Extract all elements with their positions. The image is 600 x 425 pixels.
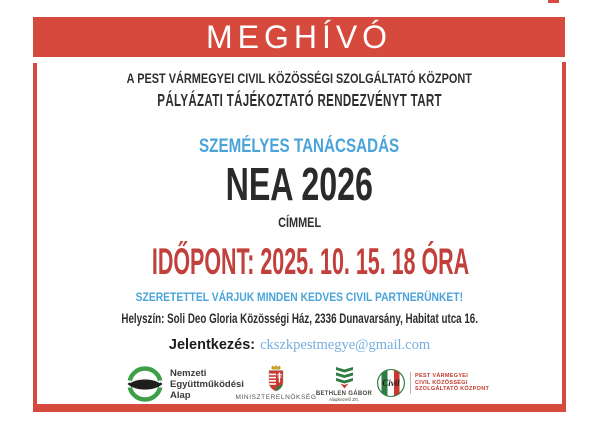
announcement-text: PÁLYÁZATI TÁJÉKOZTATÓ RENDEZVÉNYT TART bbox=[157, 90, 442, 110]
event-datetime-text: IDŐPONT: 2025. 10. 15. 18 ÓRA bbox=[151, 241, 470, 282]
miniszterelnokseg-logo bbox=[233, 365, 319, 401]
civil-center-logo bbox=[376, 368, 489, 398]
civil-logo-text bbox=[415, 373, 489, 393]
bethlen-shield-icon bbox=[315, 366, 373, 389]
nea-text-line: Nemzeti bbox=[170, 367, 207, 379]
event-title-suffix-line bbox=[37, 214, 562, 230]
civil-text-line: CIVIL KÖZÖSSÉGI bbox=[415, 379, 468, 386]
bethlen-subcaption: Alapkezelő Zrt. bbox=[328, 397, 359, 402]
civil-icon-text: Civil bbox=[382, 378, 400, 388]
nea-logo bbox=[127, 366, 244, 402]
registration-email-link[interactable]: ckszkpestmegye@gmail.com bbox=[260, 337, 431, 353]
event-title-line bbox=[37, 158, 562, 210]
header-banner bbox=[33, 17, 565, 57]
top-edge-mark bbox=[548, 0, 559, 3]
location-text: Helyszín: Soli Deo Gloria Közösségi Ház, 2336 Dunavarsány, Habitat utca 16. bbox=[121, 310, 478, 326]
frame-bottom-rail bbox=[33, 404, 566, 412]
organizer-text: A PEST VÁRMEGYEI CIVIL KÖZÖSSÉGI SZOLGÁLTATÓ KÖZPONT bbox=[126, 70, 473, 86]
announcement-line bbox=[37, 90, 562, 111]
frame-right-rail bbox=[562, 62, 566, 404]
civil-text-line: SZOLGÁLTATÓ KÖZPONT bbox=[415, 386, 490, 393]
nea-text-line: Alap bbox=[170, 389, 191, 401]
hungary-coat-of-arms-icon bbox=[233, 365, 319, 392]
welcome-line bbox=[37, 290, 562, 304]
civil-center-icon bbox=[376, 368, 406, 398]
bethlen-caption: BETHLEN GÁBOR bbox=[315, 391, 373, 397]
miniszterelnokseg-caption: MINISZTERELNÖKSÉG bbox=[235, 394, 317, 401]
event-title-suffix-text: CÍMMEL bbox=[277, 214, 322, 230]
location-line bbox=[37, 310, 562, 326]
bethlen-gabor-logo bbox=[315, 366, 373, 402]
event-title-text: NEA 2026 bbox=[225, 158, 374, 210]
page-title: MEGHÍVÓ bbox=[205, 18, 393, 55]
nea-logo-icon bbox=[127, 366, 163, 402]
registration-line bbox=[37, 337, 562, 354]
registration-label: Jelentkezés: bbox=[168, 337, 256, 353]
event-datetime-line bbox=[37, 242, 562, 281]
event-format-line bbox=[37, 136, 562, 158]
organizer-line bbox=[37, 70, 562, 86]
civil-logo-divider bbox=[410, 372, 411, 394]
welcome-text: SZERETETTEL VÁRJUK MINDEN KEDVES CIVIL PARTNERÜNKET! bbox=[135, 290, 464, 304]
event-format-text: SZEMÉLYES TANÁCSADÁS bbox=[199, 136, 400, 157]
civil-text-line: PEST VÁRMEGYEI bbox=[415, 373, 469, 380]
nea-text-line: Együttműködési bbox=[170, 378, 244, 390]
